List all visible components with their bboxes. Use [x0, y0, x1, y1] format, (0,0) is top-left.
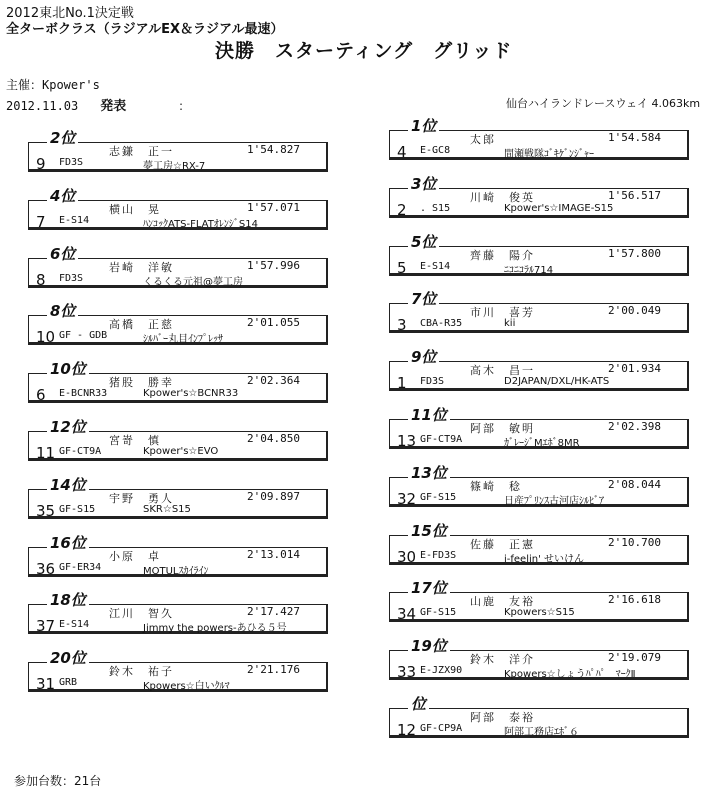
grid-entry	[28, 533, 328, 578]
grid-entry	[389, 521, 689, 566]
team-name: Kpowers☆S15	[504, 607, 575, 619]
lap-time: 1'57.800	[608, 246, 661, 260]
team-name: ｼﾙﾊﾞｰ丸目ｲﾝﾌﾟﾚｯｻ	[143, 334, 223, 346]
team-name: ﾊﾝｺｯｸATS-FLATｵﾚﾝｼﾞS14	[143, 218, 258, 230]
team-name: SKR☆S15	[143, 503, 191, 515]
car-model: FD3S	[420, 376, 445, 388]
date: 2012.11.03	[6, 99, 79, 113]
car-model: FD3S	[59, 157, 84, 168]
grid-entry	[28, 475, 328, 520]
driver-name: 佐藤 正憲	[470, 537, 535, 551]
car-number: 11	[36, 444, 56, 462]
grid-entry	[389, 579, 689, 624]
driver-name: 高木 昌一	[470, 364, 535, 378]
grid-entry	[389, 637, 689, 682]
team-name: i-feelin' せいけん	[504, 553, 585, 565]
lap-time: 2'02.398	[608, 420, 661, 433]
lap-time: 2'01.055	[247, 316, 300, 330]
car-model: GF-ER34	[59, 561, 102, 573]
car-model: GF-CP9A	[420, 723, 463, 734]
driver-name: 阿部 泰裕	[470, 711, 535, 724]
car-number: 6	[36, 386, 46, 405]
lap-time: 2'19.079	[608, 651, 661, 665]
driver-name: 川崎 俊英	[470, 190, 535, 204]
driver-name: 志鎌 正一	[109, 145, 174, 158]
car-number: 31	[36, 675, 56, 694]
car-number: 9	[36, 155, 46, 173]
rank-label: 4位	[47, 188, 78, 204]
lap-time: 2'13.014	[247, 547, 300, 561]
rank-label: 12位	[47, 419, 89, 435]
rank-label: 17位	[408, 580, 450, 596]
car-number: 8	[36, 270, 46, 289]
car-model: GF - GDB	[59, 330, 108, 342]
lap-time: 2'01.934	[608, 362, 661, 376]
team-name: MOTULｽｶｲﾗｲﾝ	[143, 565, 209, 577]
car-number: 34	[397, 605, 417, 624]
lap-time: 2'10.700	[608, 535, 661, 549]
rank-label: 位	[408, 696, 429, 712]
venue: 仙台ハイランドレースウェイ 4.063km	[506, 97, 701, 110]
grid-entry	[28, 418, 328, 462]
lap-time: 2'16.618	[608, 593, 661, 607]
lap-time: 1'56.517	[608, 188, 661, 202]
team-name: Kpower's☆IMAGE-S15	[504, 202, 614, 214]
participant-count: 参加台数：21台	[14, 774, 102, 788]
car-number: 30	[397, 547, 417, 566]
driver-name: 高橋 正慈	[109, 318, 174, 332]
car-number: 37	[36, 617, 56, 636]
car-model: E-S14	[420, 260, 451, 272]
car-number: 4	[397, 143, 407, 161]
driver-name: 小原 卓	[109, 549, 161, 563]
driver-name: 横山 晃	[109, 202, 161, 216]
lap-time: 2'00.049	[608, 304, 661, 318]
driver-name: 宇野 勇人	[109, 491, 174, 505]
rank-label: 7位	[408, 291, 439, 307]
car-model: E-S14	[59, 214, 90, 226]
grid-entry	[389, 348, 689, 393]
car-number: 7	[36, 212, 46, 231]
rank-label: 20位	[47, 650, 89, 666]
rank-label: 5位	[408, 234, 439, 250]
car-number: 3	[397, 316, 407, 335]
team-name: くるくる元祖@夢工房	[143, 276, 243, 288]
event-name: 2012東北No.1決定戦	[6, 6, 134, 21]
team-name: 間瀬戦隊ｺﾞｷｹﾞﾝｼﾞｬｰ	[504, 149, 594, 160]
car-model: E-GC8	[420, 145, 451, 156]
lap-time: 2'04.850	[247, 432, 300, 445]
driver-name: 鈴木 洋介	[470, 653, 535, 667]
car-model: GF-CT9A	[59, 446, 102, 457]
grid-entry	[389, 695, 689, 739]
driver-name: 鈴木 祐子	[109, 665, 174, 679]
car-model: E-JZX90	[420, 665, 463, 677]
grid-entry	[28, 244, 328, 289]
rank-label: 6位	[47, 246, 78, 262]
grid-entry	[389, 406, 689, 450]
lap-time: 1'57.996	[247, 258, 300, 272]
lap-time: 1'57.071	[247, 200, 300, 214]
rank-label: 2位	[47, 130, 78, 146]
lap-time: 2'17.427	[247, 605, 300, 619]
grid-entry	[28, 129, 328, 173]
driver-name: 猪股 勝幸	[109, 376, 174, 390]
team-name: 日産ﾌﾟﾘﾝｽ古河店ｼﾙﾋﾞｱ	[504, 495, 604, 507]
date-line	[6, 95, 190, 114]
team-name: D2JAPAN/DXL/HK-ATS	[504, 376, 610, 388]
grid-entry	[389, 117, 689, 161]
car-model: E-BCNR33	[59, 388, 108, 400]
team-name: Kpower's☆EVO	[143, 446, 219, 457]
car-model: GF-S15	[420, 607, 457, 619]
grid-entry	[28, 649, 328, 694]
team-name: Jimmy the powers-あひる５号	[143, 623, 287, 635]
car-model: GF-S15	[420, 491, 457, 503]
team-name: Kpowers☆しょうﾊﾟﾊﾟ ﾏｰｸⅡ	[504, 669, 636, 681]
rank-label: 9位	[408, 349, 439, 365]
car-number: 35	[36, 501, 56, 520]
car-model: FD3S	[59, 272, 84, 284]
rank-label: 3位	[408, 176, 439, 192]
car-model: E-FD3S	[420, 549, 457, 561]
grid-entry	[389, 463, 689, 508]
car-model: CBA-R35	[420, 318, 463, 330]
car-number: 10	[36, 328, 56, 347]
rank-label: 15位	[408, 523, 450, 539]
driver-name: 太郎	[470, 133, 496, 146]
rank-label: 16位	[47, 535, 89, 551]
grid-entry	[28, 186, 328, 231]
driver-name: 市川 喜芳	[470, 306, 535, 320]
car-number: 2	[397, 200, 407, 219]
team-name: kii	[504, 318, 516, 330]
car-number: 12	[397, 721, 417, 739]
car-model: E-S14	[59, 619, 90, 631]
announce-colon: ：	[178, 99, 191, 113]
car-number: 1	[397, 374, 407, 393]
driver-name: 江川 智久	[109, 607, 174, 621]
rank-label: 19位	[408, 638, 450, 654]
organizer: 主催：Kpower's	[6, 78, 100, 92]
car-number: 13	[397, 432, 417, 450]
lap-time: 1'54.827	[247, 143, 300, 156]
rank-label: 14位	[47, 477, 89, 493]
team-name: Kpower's☆BCNR33	[143, 388, 239, 400]
car-number: 36	[36, 559, 56, 578]
team-name: 夢工房☆RX-7	[143, 161, 206, 172]
car-model: GF-CT9A	[420, 434, 463, 445]
rank-label: 8位	[47, 303, 78, 319]
grid-entry	[389, 174, 689, 219]
car-number: 32	[397, 489, 417, 508]
grid-entry	[389, 232, 689, 277]
car-number: 5	[397, 258, 407, 277]
lap-time: 2'08.044	[608, 477, 661, 491]
rank-label: 10位	[47, 361, 89, 377]
lap-time: 2'02.364	[247, 374, 300, 388]
driver-name: 篠崎 稔	[470, 479, 522, 493]
car-number: 33	[397, 663, 417, 682]
grid-entry	[28, 591, 328, 636]
rank-label: 13位	[408, 465, 450, 481]
announce-label: 発表	[100, 99, 127, 114]
driver-name: 齊藤 陽介	[470, 248, 535, 262]
page-title: 決勝 スターティング グリッド	[215, 40, 513, 62]
grid-entry	[389, 290, 689, 335]
driver-name: 宮嵜 慎	[109, 434, 161, 447]
grid-entry	[28, 360, 328, 405]
class-name: 全ターボクラス（ラジアルEX＆ラジアル最速）	[6, 22, 284, 37]
lap-time: 2'21.176	[247, 663, 300, 677]
car-model: GF-S15	[59, 503, 96, 515]
rank-label: 18位	[47, 592, 89, 608]
driver-name: 阿部 敏明	[470, 422, 535, 435]
rank-label: 1位	[408, 118, 439, 134]
grid-entry	[28, 302, 328, 347]
driver-name: 山鹿 友裕	[470, 595, 535, 609]
lap-time: 1'54.584	[608, 131, 661, 144]
team-name: ﾆｺﾆｺﾗﾙ714	[504, 264, 554, 276]
driver-name: 岩崎 洋敏	[109, 260, 174, 274]
lap-time: 2'09.897	[247, 489, 300, 503]
team-name: ｶﾞﾚｰｼﾞMｴﾎﾞ8MR	[504, 438, 580, 449]
car-model: . S15	[420, 202, 451, 214]
rank-label: 11位	[408, 407, 450, 423]
team-name: Kpowers☆白いｸﾙﾏ	[143, 681, 230, 693]
car-model: GRB	[59, 677, 78, 689]
team-name: 阿部工務店ｴﾎﾞ６	[504, 727, 579, 738]
